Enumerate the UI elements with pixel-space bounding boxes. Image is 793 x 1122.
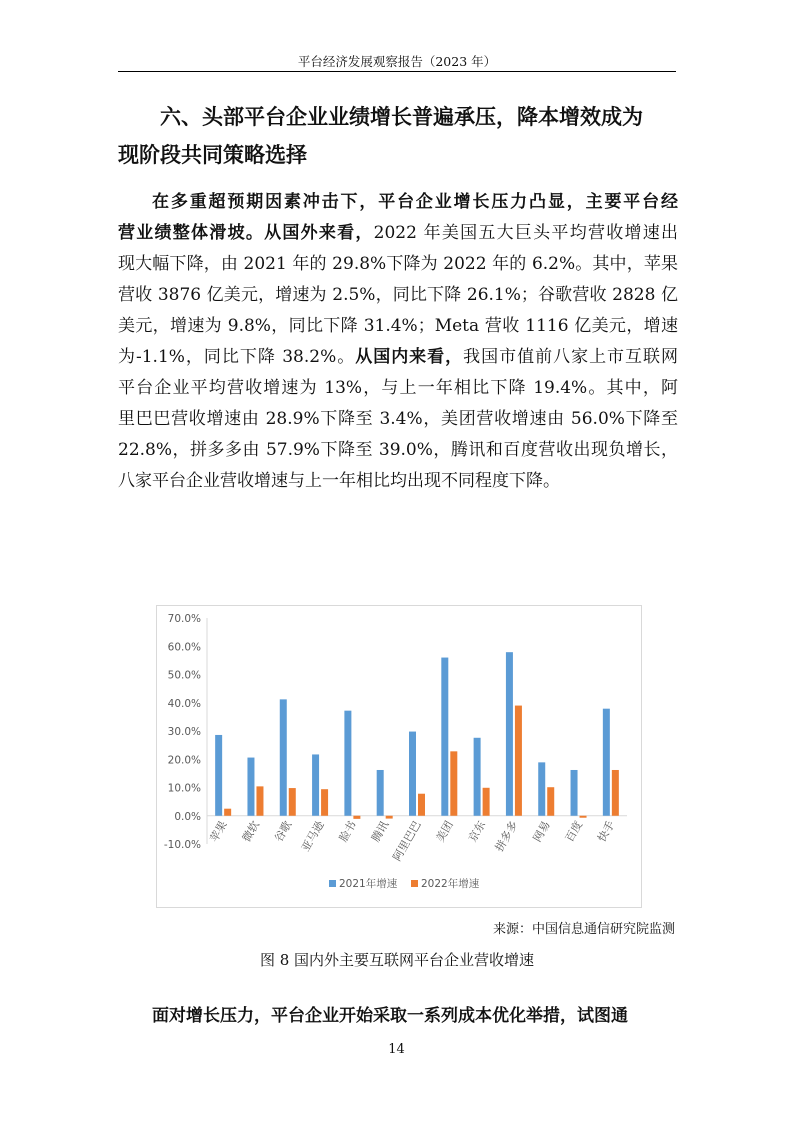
paragraph-line bbox=[118, 218, 678, 249]
bar-2022 bbox=[580, 816, 587, 818]
legend-swatch bbox=[329, 880, 336, 887]
x-tick-label: 美团 bbox=[433, 818, 456, 845]
bar-2021 bbox=[409, 732, 416, 816]
bar-2022 bbox=[547, 787, 554, 816]
x-tick-label: 谷歌 bbox=[272, 818, 295, 845]
bar-2022 bbox=[386, 816, 393, 819]
figure-caption: 图 8 国内外主要互联网平台企业营收增速 bbox=[259, 951, 535, 969]
x-tick-label: 百度 bbox=[562, 818, 586, 845]
y-tick-label: 60.0% bbox=[167, 641, 201, 654]
bar-2021 bbox=[344, 711, 351, 816]
bar-2022 bbox=[321, 789, 328, 816]
bold-text: 面对增长压力，平台企业开始采取一系列成本优化举措，试图通 bbox=[152, 1006, 628, 1026]
y-tick-label: 10.0% bbox=[167, 782, 201, 795]
paragraph-line: 平台企业平均营收增速为 13%，与上一年相比下降 19.4%。其中，阿 bbox=[118, 378, 678, 398]
x-tick-label: 阿里巴巴 bbox=[390, 818, 424, 864]
bar-2021 bbox=[247, 758, 254, 816]
bar-2022 bbox=[483, 788, 490, 816]
bar-2022 bbox=[612, 770, 619, 816]
bold-text: 从国内来看， bbox=[355, 347, 464, 367]
x-tick-label: 快手 bbox=[595, 818, 618, 845]
y-tick-label: 20.0% bbox=[167, 754, 201, 767]
bar-2021 bbox=[312, 754, 319, 815]
x-tick-label: 亚马逊 bbox=[298, 818, 327, 854]
page-number: 14 bbox=[388, 1042, 405, 1057]
body-text: 2022 年美国五大巨头平均营收增速出 bbox=[373, 223, 679, 243]
bold-text: 在多重超预期因素冲击下，平台企业增长压力凸显，主要平台经 bbox=[152, 192, 678, 212]
bar-2021 bbox=[474, 738, 481, 816]
bar-2022 bbox=[353, 816, 360, 819]
x-tick-label: 京东 bbox=[465, 818, 489, 845]
x-tick-label: 苹果 bbox=[207, 818, 230, 845]
section-heading-text-1: 六、头部平台企业业绩增长普遍承压，降本增效成为 bbox=[160, 105, 643, 129]
section-heading-line-2: 现阶段共同策略选择 bbox=[118, 143, 307, 167]
source-note: 来源：中国信息通信研究院监测 bbox=[492, 922, 675, 937]
body-paragraph-1 bbox=[118, 187, 678, 497]
body-text: 为-1.1%，同比下降 38.2%。 bbox=[118, 347, 356, 367]
x-tick-label: 拼多多 bbox=[492, 818, 521, 854]
paragraph-line: 美元，增速为 9.8%，同比下降 31.4%；Meta 营收 1116 亿美元，增速 bbox=[118, 316, 678, 336]
paragraph-line bbox=[118, 342, 678, 373]
paragraph-line: 现大幅下降，由 2021 年的 29.8%下降为 2022 年的 6.2%。其中，苹果 bbox=[118, 254, 678, 274]
y-tick-label: 70.0% bbox=[167, 613, 201, 625]
x-tick-label: 微软 bbox=[239, 818, 263, 845]
x-tick-label: 网易 bbox=[530, 818, 553, 845]
legend-label: 2021年增速 bbox=[339, 878, 398, 890]
section-heading bbox=[118, 98, 678, 174]
legend-label: 2022年增速 bbox=[421, 878, 480, 890]
section-heading-line-1 bbox=[118, 98, 678, 136]
bar-2021 bbox=[377, 770, 384, 816]
bar-2021 bbox=[538, 762, 545, 815]
y-tick-label: 40.0% bbox=[167, 697, 201, 710]
bar-2021 bbox=[603, 709, 610, 816]
legend-swatch bbox=[411, 880, 418, 887]
bar-2022 bbox=[418, 794, 425, 816]
bar-2021 bbox=[215, 735, 222, 816]
x-tick-label: 腾讯 bbox=[369, 818, 392, 845]
bar-2021 bbox=[280, 699, 287, 815]
revenue-growth-chart bbox=[156, 605, 642, 908]
header-rule bbox=[118, 71, 676, 72]
paragraph-line: 营收 3876 亿美元，增速为 2.5%，同比下降 26.1%；谷歌营收 2828 亿 bbox=[118, 285, 678, 305]
bar-2022 bbox=[450, 751, 457, 815]
bar-2021 bbox=[506, 652, 513, 816]
paragraph-line: 八家平台企业营收增速与上一年相比均出现不同程度下降。 bbox=[118, 471, 560, 491]
bar-2022 bbox=[224, 809, 231, 816]
bold-text: 营业绩整体滑坡。从国外来看， bbox=[118, 223, 374, 243]
x-tick-label: 脸书 bbox=[336, 818, 359, 845]
y-tick-label: 50.0% bbox=[167, 669, 201, 682]
y-tick-label: -10.0% bbox=[163, 839, 201, 851]
running-header: 平台经济发展观察报告（2023 年） bbox=[297, 54, 497, 69]
paragraph-line bbox=[118, 187, 678, 218]
chart-svg bbox=[157, 606, 641, 907]
y-tick-label: 0.0% bbox=[174, 810, 201, 823]
bar-2021 bbox=[441, 658, 448, 816]
bar-2022 bbox=[289, 788, 296, 816]
bar-2021 bbox=[571, 770, 578, 816]
body-text: 我国市值前八家上市互联网 bbox=[463, 347, 679, 367]
paragraph-line: 22.8%，拼多多由 57.9%下降至 39.0%，腾讯和百度营收出现负增长， bbox=[118, 440, 678, 460]
y-tick-label: 30.0% bbox=[167, 726, 201, 738]
paragraph-line: 里巴巴营收增速由 28.9%下降至 3.4%，美团营收增速由 56.0%下降至 bbox=[118, 409, 678, 429]
bar-2022 bbox=[256, 786, 263, 815]
body-paragraph-2 bbox=[118, 1001, 678, 1032]
bar-2022 bbox=[515, 706, 522, 816]
